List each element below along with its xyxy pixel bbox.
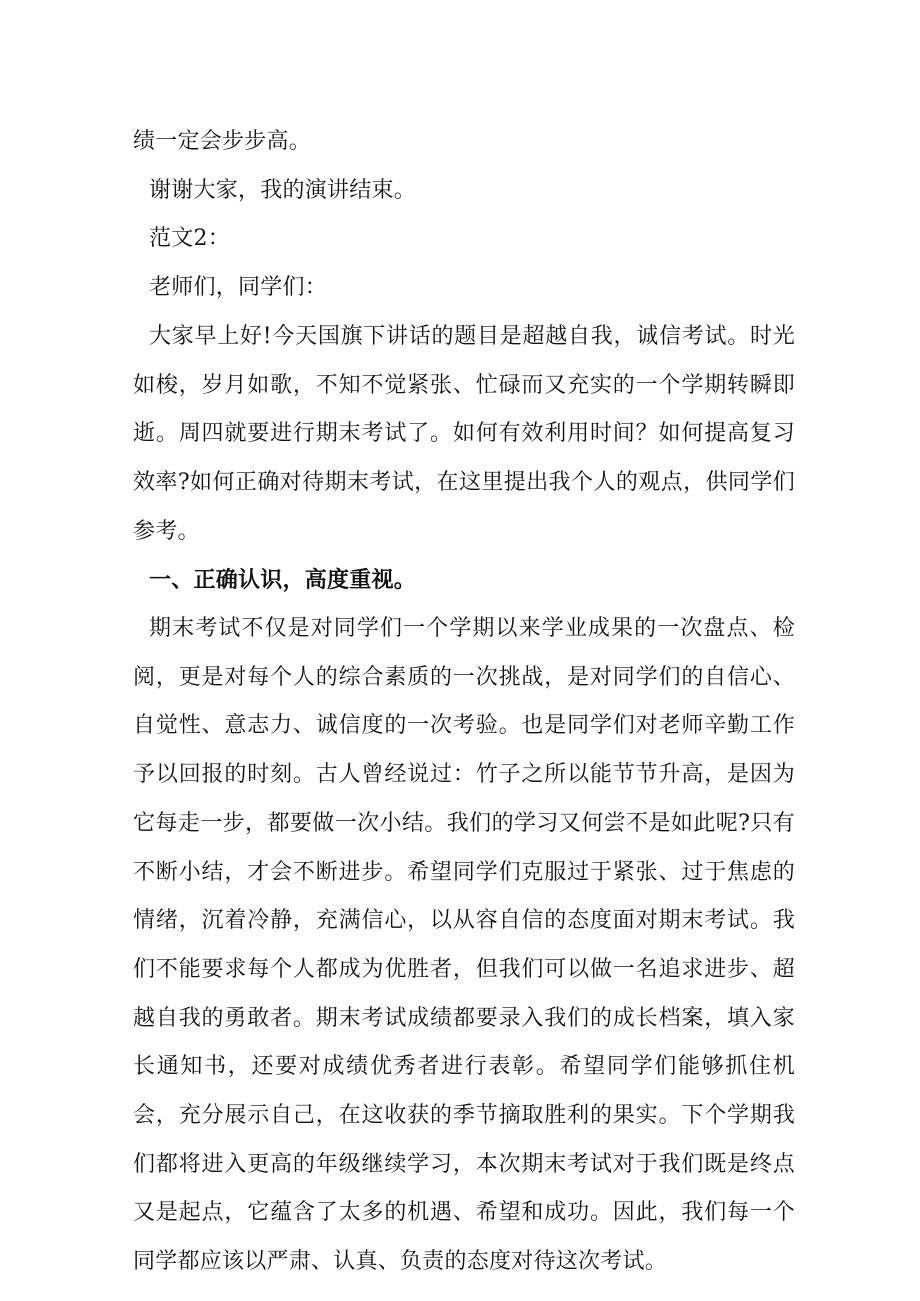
paragraph-continuation: 绩一定会步步高。	[133, 129, 312, 154]
paragraph-body: 期末考试不仅是对同学们一个学期以来学业成果的一次盘点、检阅，更是对每个人的综合素质的一次挑战，是对同学们的自信心、自觉性、意志力、诚信度的一次考验。也是同学们对老师辛勤工作予以回报的时刻。古人曾经说过：竹子之所以能节节升高，是因为它每走一步，都要做一次小结。我们的学习又何尝不是如此呢?只有不断小结，才会不断进步。希望同学们克服过于紧张、过于焦虑的情绪，沉着冷静，充满信心，以从容自信的态度面对期末考试。我们不能要求每个人都成为优胜者，但我们可以做一名追求进步、超越自我的勇敢者。期末考试成绩都要录入我们的成长档案，填入家长通知书，还要对成绩优秀者进行表彰。希望同学们能够抓住机会，充分展示自己，在这收获的季节摘取胜利的果实。下个学期我们都将进入更高的年级继续学习，本次期末考试对于我们既是终点又是起点，它蕴含了太多的机遇、希望和成功。因此，我们每一个同学都应该以严肃、认真、负责的态度对待这次考试。	[133, 616, 795, 1275]
section-heading: 一、正确认识，高度重视。	[149, 567, 417, 594]
paragraph-thanks: 谢谢大家，我的演讲结束。	[149, 177, 417, 203]
paragraph-intro: 大家早上好!今天国旗下讲话的题目是超越自我，诚信考试。时光如梭，岁月如歌，不知不觉紧张、忙碌而又充实的一个学期转瞬即逝。周四就要进行期末考试了。如何有效利用时间？如何提高复习效率?如何正确对待期末考试，在这里提出我个人的观点，供同学们参考。	[133, 323, 795, 544]
salutation: 老师们，同学们：	[149, 275, 328, 301]
document-body	[133, 118, 795, 1287]
section-label: 范文2：	[149, 226, 230, 252]
